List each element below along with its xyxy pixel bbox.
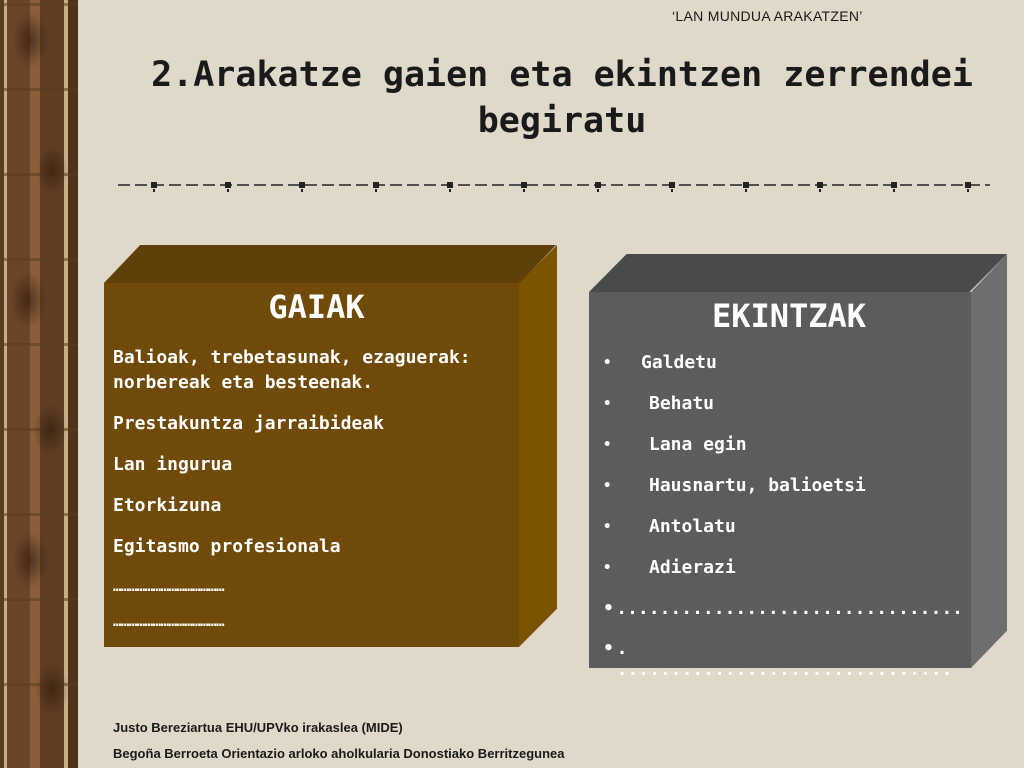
list-item: Balioak, trebetasunak, ezaguerak: norbereak eta besteenak. [113, 347, 471, 393]
ekintzak-list [603, 352, 963, 678]
ekintzak-box-top [589, 254, 1007, 292]
divider-dot [891, 182, 897, 188]
bullet-icon: • [603, 638, 614, 659]
divider-dot [893, 189, 895, 192]
slide-title [100, 52, 1024, 144]
list-item: Egitasmo profesionala [113, 536, 341, 557]
divider-dot [225, 182, 231, 188]
divider-dot [595, 182, 601, 188]
ekintzak-title: EKINTZAK [711, 297, 867, 335]
divider-dot [671, 189, 673, 192]
list-item: • Galdetu [603, 352, 717, 373]
list-item: • Adierazi [603, 557, 736, 578]
divider-dot [521, 182, 527, 188]
divider-dot [743, 182, 749, 188]
decorative-side-strip [0, 0, 78, 768]
bullet-icon: • [603, 396, 612, 412]
divider-dot [151, 182, 157, 188]
divider-dot [447, 182, 453, 188]
list-item: Lan ingurua [113, 454, 233, 475]
list-item: • Lana egin [603, 434, 747, 455]
divider-dot [449, 189, 451, 192]
divider-dot [301, 189, 303, 192]
divider-dot [523, 189, 525, 192]
list-item: • Behatu [603, 393, 715, 414]
divider-dot [819, 189, 821, 192]
list-item: • Antolatu [603, 516, 736, 537]
divider-dot [227, 189, 229, 192]
bullet-icon: • [603, 598, 614, 619]
divider-dot [299, 182, 305, 188]
list-item: …………………………………… [113, 614, 225, 630]
list-item: • ................................ [603, 598, 963, 619]
list-item: • . ............................... [603, 638, 953, 680]
divider-dot [817, 182, 823, 188]
gaiak-list [113, 345, 513, 645]
footer-author-1: Justo Bereziartua EHU/UPVko irakaslea (MIDE) [113, 720, 403, 735]
divider-dot [597, 189, 599, 192]
gaiak-box-top [104, 245, 556, 283]
slide-title-line1: 2.Arakatze gaien eta ekintzen zerrendei [151, 55, 973, 95]
bullet-icon: • [603, 519, 612, 535]
gaiak-title: GAIAK [268, 288, 365, 326]
bullet-icon: • [603, 560, 612, 576]
divider-dot [375, 189, 377, 192]
divider-dot [669, 182, 675, 188]
dashed-divider [118, 178, 990, 192]
footer-author-2: Begoña Berroeta Orientazio arloko aholkularia Donostiako Berritzegunea [113, 746, 565, 761]
list-item: Prestakuntza jarraibideak [113, 413, 384, 434]
divider-dot [153, 189, 155, 192]
list-item: Etorkizuna [113, 495, 222, 516]
divider-dot [745, 189, 747, 192]
list-item: …………………………………… [113, 579, 225, 595]
divider-dot [965, 182, 971, 188]
divider-dot [373, 182, 379, 188]
header-tag: ‘LAN MUNDUA ARAKATZEN’ [672, 8, 863, 24]
divider-dot [967, 189, 969, 192]
list-item: • Hausnartu, balioetsi [603, 475, 866, 496]
bullet-icon: • [603, 355, 612, 371]
bullet-icon: • [603, 478, 612, 494]
slide-title-line2: begiratu [477, 101, 647, 141]
bullet-icon: • [603, 437, 612, 453]
